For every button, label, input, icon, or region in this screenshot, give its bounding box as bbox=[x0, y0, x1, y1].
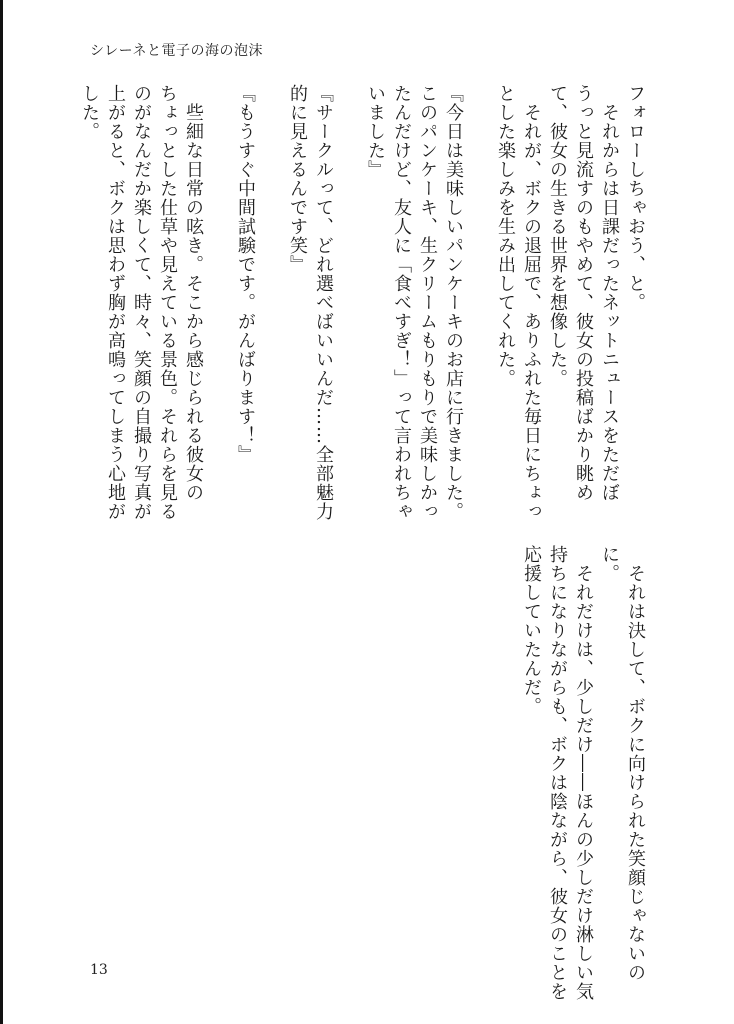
text-column: 『今日は美味しいパンケーキのお店に行きました。 bbox=[443, 84, 464, 521]
text-column: 持ちになりながらも、ボクは陰ながら、彼女のことを bbox=[547, 545, 568, 1001]
text-column: ちょっとした仕草や見えている景色。それらを見る bbox=[157, 84, 178, 521]
text-column: に。 bbox=[599, 545, 620, 583]
page-number: 13 bbox=[90, 962, 108, 978]
text-column: それからは日課だったネットニュースをただぼ bbox=[599, 84, 620, 502]
text-column: のがなんだか楽しくて、時々、笑顔の自撮り写真が bbox=[131, 84, 152, 521]
text-column: それだけは、少しだけ――ほんの少しだけ淋しい気 bbox=[573, 545, 594, 1001]
text-column: いました』 bbox=[365, 84, 386, 179]
text-column: て、彼女の生きる世界を想像した。 bbox=[547, 84, 568, 388]
text-column: それが、ボクの退屈で、ありふれた毎日にちょっ bbox=[521, 84, 542, 521]
text-column: うっと見流すのもやめて、彼女の投稿ばかり眺め bbox=[573, 84, 594, 502]
text-column: たんだけど、友人に「食べすぎ！」って言われちゃ bbox=[391, 84, 412, 521]
text-column: 的に見えるんです笑』 bbox=[287, 84, 308, 274]
text-column: 『サークルって、どれ選べばいいんだ……全部魅力 bbox=[313, 84, 334, 521]
text-column: 応援していたんだ。 bbox=[521, 545, 542, 716]
text-column: 些細な日常の呟き。そこから感じられる彼女の bbox=[183, 84, 204, 502]
text-column: とした楽しみを生み出してくれた。 bbox=[495, 84, 516, 388]
text-column: 『もうすぐ中間試験です。がんばります！』 bbox=[235, 84, 256, 464]
text-column: それは決して、ボクに向けられた笑顔じゃないの bbox=[625, 545, 646, 982]
text-column: このパンケーキ、生クリームもりもりで美味しかっ bbox=[417, 84, 438, 521]
text-column: した。 bbox=[79, 84, 100, 141]
page-edge-border bbox=[0, 0, 3, 1024]
text-column: 上がると、ボクは思わず胸が高鳴ってしまう心地が bbox=[105, 84, 126, 521]
text-column: フォローしちゃおう、と。 bbox=[625, 84, 646, 312]
running-head: シレーネと電子の海の泡沫 bbox=[90, 43, 263, 59]
